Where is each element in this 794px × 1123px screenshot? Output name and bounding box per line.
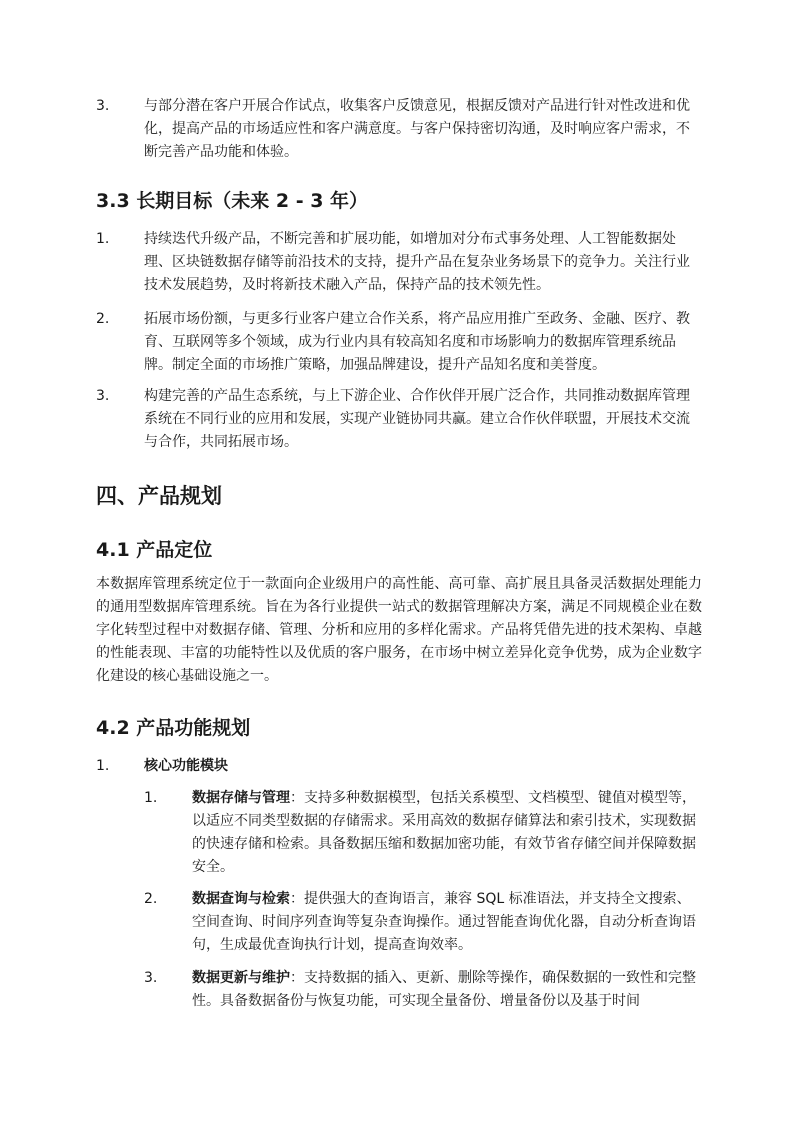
list-text: 拓展市场份额，与更多行业客户建立合作关系，将产品应用推广至政务、金融、医疗、教育、互联网等多个领域，成为行业内具有较高知名度和市场影响力的数据库管理系统品牌。制定全面的市场推广策略，加强品牌建设，提升产品知名度和美誉度。: [144, 311, 690, 373]
list-item: [96, 755, 702, 778]
list-text: [144, 755, 702, 778]
item-sep: ：: [290, 790, 304, 806]
item-lead: 数据更新与维护: [192, 970, 290, 986]
list-number: 1.: [96, 758, 110, 774]
list-text: 构建完善的产品生态系统，与上下游企业、合作伙伴开展广泛合作，共同推动数据库管理系统在不同行业的应用和发展，实现产业链协同共赢。建立合作伙伴联盟，开展技术交流与合作，共同拓展市场。: [144, 388, 690, 450]
item-sep: ：: [290, 970, 304, 986]
sub-list-item: [96, 787, 702, 879]
chapter-heading: 四、产品规划: [96, 484, 222, 508]
list-number: 3.: [96, 98, 110, 114]
section-heading-3-3: 3.3 长期目标（未来 2 - 3 年）: [96, 190, 369, 212]
list-number: 1.: [144, 790, 158, 806]
item-body: 提供强大的查询语言，兼容 SQL 标准语法，并支持全文搜索、空间查询、时间序列查询等复杂查询操作。通过智能查询优化器，自动分析查询语句，生成最优查询执行计划，提高查询效率。: [192, 891, 696, 953]
list-text: [192, 967, 702, 1013]
list-number: 1.: [96, 231, 110, 247]
core-module-label: 核心功能模块: [144, 758, 228, 774]
item-lead: 数据存储与管理: [192, 790, 290, 806]
list-number: 3.: [144, 970, 158, 986]
list-number: 2.: [144, 891, 158, 907]
list-item: [96, 308, 702, 377]
item-sep: ：: [290, 891, 304, 907]
list-text: 持续迭代升级产品，不断完善和扩展功能，如增加对分布式事务处理、人工智能数据处理、区块链数据存储等前沿技术的支持，提升产品在复杂业务场景下的竞争力。关注行业技术发展趋势，及时将新技术融入产品，保持产品的技术领先性。: [144, 231, 690, 293]
list-text: [192, 787, 702, 879]
sub-list-item: [96, 967, 702, 1013]
list-text: [192, 888, 702, 957]
section-heading-4-1: 4.1 产品定位: [96, 539, 213, 561]
section-heading-4-2: 4.2 产品功能规划: [96, 717, 251, 739]
list-text: 与部分潜在客户开展合作试点，收集客户反馈意见，根据反馈对产品进行针对性改进和优化，提高产品的市场适应性和客户满意度。与客户保持密切沟通，及时响应客户需求，不断完善产品功能和体验。: [144, 98, 690, 160]
item-lead: 数据查询与检索: [192, 891, 290, 907]
item-body: 支持多种数据模型，包括关系模型、文档模型、键值对模型等，以适应不同类型数据的存储需求。采用高效的数据存储算法和索引技术，实现数据的快速存储和检索。具备数据压缩和数据加密功能，有效节省存储空间并保障数据安全。: [192, 790, 696, 875]
list-item: [96, 228, 702, 297]
list-number: 2.: [96, 311, 110, 327]
list-item: [96, 95, 702, 164]
list-number: 3.: [96, 388, 110, 404]
sub-list-item: [96, 888, 702, 957]
paragraph: 本数据库管理系统定位于一款面向企业级用户的高性能、高可靠、高扩展且具备灵活数据处理能力的通用型数据库管理系统。旨在为各行业提供一站式的数据管理解决方案，满足不同规模企业在数字化转型过程中对数据存储、管理、分析和应用的多样化需求。产品将凭借先进的技术架构、卓越的性能表现、丰富的功能特性以及优质的客户服务，在市场中树立差异化竞争优势，成为企业数字化建设的核心基础设施之一。: [96, 576, 702, 684]
item-body: 支持数据的插入、更新、删除等操作，确保数据的一致性和完整性。具备数据备份与恢复功能，可实现全量备份、增量备份以及基于时间: [192, 970, 696, 1009]
list-item: [96, 385, 702, 454]
